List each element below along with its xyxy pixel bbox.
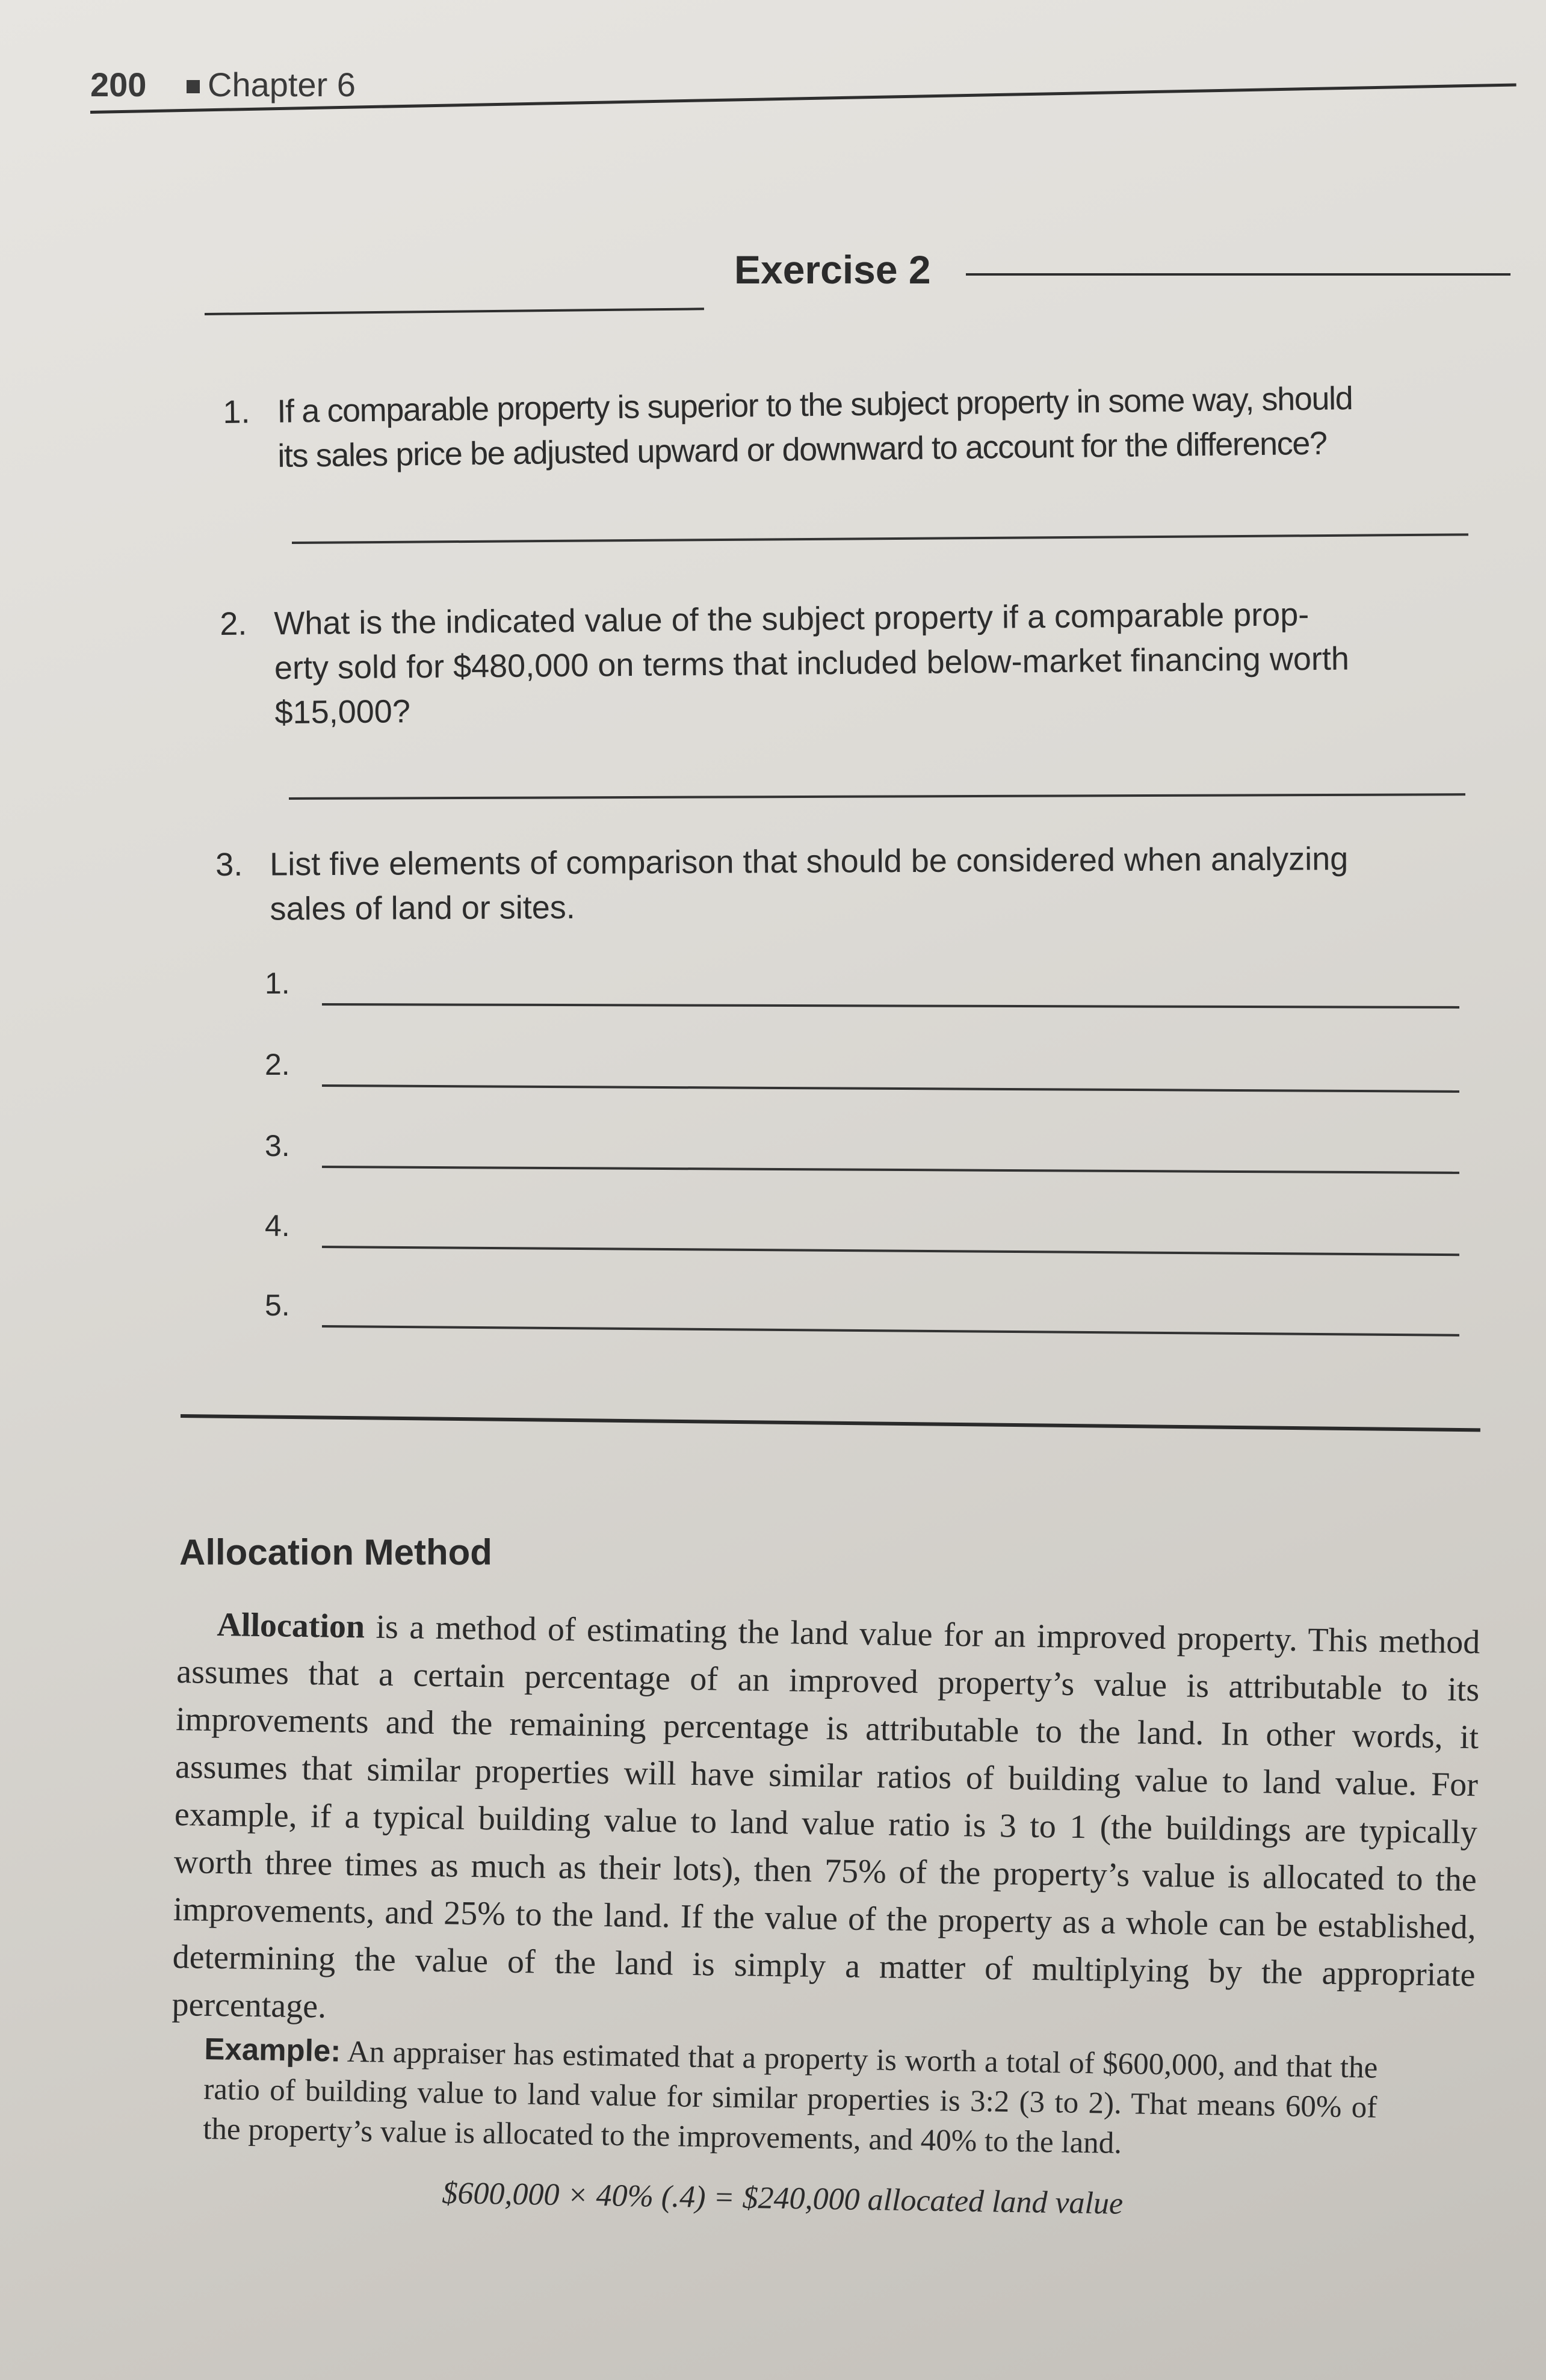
question-number: 3.: [215, 846, 243, 883]
list-item-number: 4.: [265, 1209, 290, 1243]
list-item: [265, 1128, 1462, 1176]
question-number: 1.: [223, 394, 250, 430]
example-label: Example:: [204, 2031, 341, 2068]
question-line: erty sold for $480,000 on terms that included below-market financing worth: [274, 640, 1350, 687]
question-line: If a comparable property is superior to the subject property in some way, should: [277, 380, 1353, 430]
list-item-answer-line[interactable]: [322, 1003, 1459, 1009]
list-item-answer-line[interactable]: [322, 1325, 1459, 1337]
question-number: 2.: [220, 605, 247, 642]
allocation-paragraph: [172, 1601, 1480, 2047]
question-text: [270, 836, 1349, 931]
list-item-answer-line[interactable]: [322, 1084, 1459, 1093]
list-item-answer-line[interactable]: [322, 1246, 1459, 1256]
exercise-title: Exercise 2: [734, 247, 931, 292]
exercise-rule-right: [966, 273, 1510, 276]
page-number: 200: [90, 66, 147, 104]
question-line: sales of land or sites.: [270, 889, 575, 927]
term-allocation: Allocation: [217, 1606, 365, 1646]
example-block: [203, 2029, 1378, 2168]
list-item-answer-line[interactable]: [322, 1166, 1459, 1174]
question-line: its sales price be adjusted upward or downward to account for the difference?: [277, 425, 1327, 474]
answer-line-1[interactable]: [292, 533, 1468, 544]
formula: $600,000 × 40% (.4) = $240,000 allocated land value: [442, 2175, 1124, 2221]
list-item: [265, 1208, 1462, 1256]
question-line: $15,000?: [274, 693, 411, 731]
answer-line-2[interactable]: [289, 793, 1465, 800]
question-line: List five elements of comparison that should be considered when analyzing: [270, 841, 1349, 883]
list-item: [265, 966, 1462, 1014]
list-item: [265, 1047, 1462, 1095]
list-item-number: 1.: [265, 966, 290, 1000]
list-item: [265, 1288, 1462, 1336]
section-heading: Allocation Method: [179, 1532, 492, 1572]
exercise-rule-left: [205, 308, 704, 315]
paragraph-text: is a method of estimating the land value for an improved property. This method assumes that a certain percentage of an improved property’s value is attributable to its improvements and the remaining percentage is attributable to the land. In other words, it assumes that similar properties will have similar ratios of building value to land value. For example, if a typical building value to land value ratio is 3 to 1 (the buildings are typically worth three times as much as their lots), then 75% of the property’s value is allocated to the improvements, and 25% to the land. If the value of the property as a whole can be established, determining the value of the land is simply a matter of multiplying by the appropriate percentage.: [172, 1608, 1480, 2026]
question-2: [220, 591, 1485, 746]
list-item-number: 5.: [265, 1288, 290, 1322]
question-text: [274, 592, 1350, 735]
header-square-bullet: [187, 80, 200, 93]
question-3: [215, 836, 1480, 939]
question-1: [223, 374, 1488, 486]
example-text: An appraiser has estimated that a property is worth a total of $600,000, and that the ratio of building value to land value for similar properties is 3:2 (3 to 2). That means 60% of the property’s value is allocated to the improvements, and 40% to the land.: [202, 2035, 1378, 2160]
section-rule: [181, 1414, 1480, 1432]
page-header: [90, 65, 1517, 113]
list-item-number: 2.: [265, 1048, 290, 1081]
chapter-label: Chapter 6: [208, 66, 356, 104]
exercise-title-row: [205, 247, 1510, 301]
paragraph-indent: [177, 1635, 217, 1636]
question-line: What is the indicated value of the subject property if a comparable prop-: [274, 596, 1309, 642]
list-item-number: 3.: [265, 1129, 290, 1163]
question-text: [277, 376, 1353, 478]
